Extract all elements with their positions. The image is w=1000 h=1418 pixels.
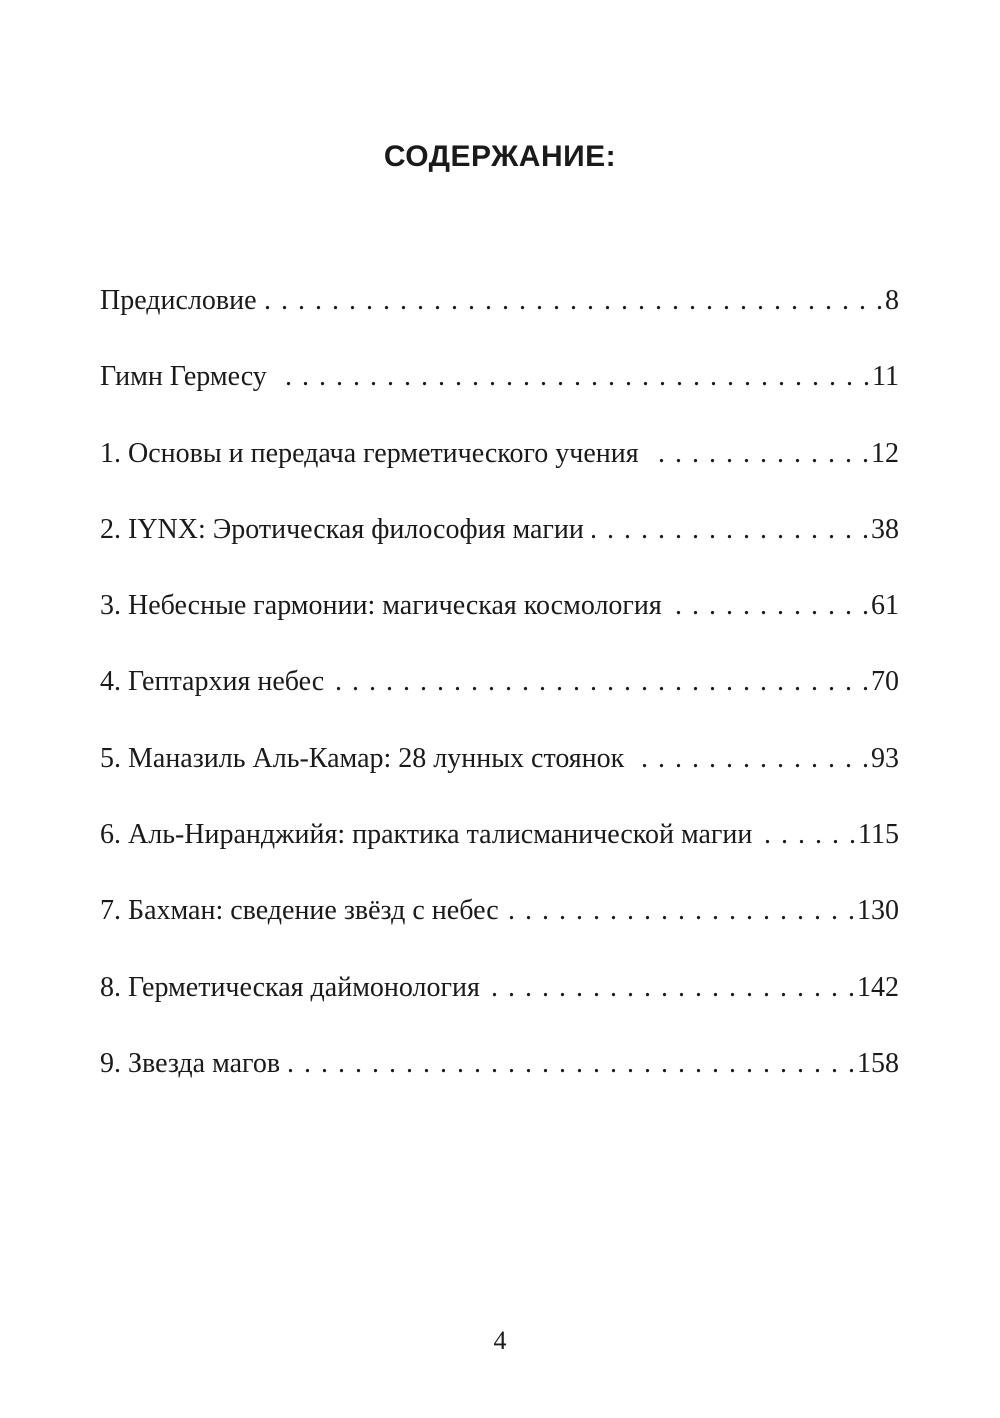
toc-entry-label: Предисловие	[100, 285, 257, 316]
dot-leader	[647, 438, 869, 470]
toc-entry-page: 93	[871, 742, 899, 774]
toc-entry-page: 61	[871, 590, 899, 622]
toc-entry[interactable]	[100, 285, 899, 361]
dot-leader	[288, 1048, 855, 1080]
toc-entry-page: 142	[857, 971, 899, 1003]
toc-entry-label: 2. IYNX: Эротическая философия магии	[100, 513, 584, 545]
toc-entry[interactable]	[100, 819, 899, 895]
toc-entry[interactable]	[100, 743, 899, 819]
toc-entry-page: 12	[871, 437, 899, 469]
toc-entry-label: 8. Герметическая даймонология	[100, 971, 480, 1003]
page-number: 4	[493, 1326, 507, 1355]
toc-entry[interactable]	[100, 666, 899, 742]
toc-entry-label: 5. Маназиль Аль-Камар: 28 лунных стоянок	[100, 742, 625, 774]
toc-entry[interactable]	[100, 514, 899, 590]
toc-entry-page: 8	[885, 285, 899, 316]
toc-entry-label: Гимн Гермесу	[100, 361, 267, 393]
table-of-contents	[100, 285, 899, 1124]
dot-leader	[670, 590, 869, 622]
toc-entry-label: 6. Аль-Ниранджийя: практика талисманической магии	[100, 819, 753, 851]
toc-entry-label: 1. Основы и передача герметического учения	[100, 437, 639, 469]
dot-leader	[507, 895, 855, 927]
toc-entry-page: 70	[871, 666, 899, 698]
toc-entry-page: 115	[858, 819, 899, 851]
toc-entry[interactable]	[100, 972, 899, 1048]
toc-entry[interactable]	[100, 438, 899, 514]
toc-entry[interactable]	[100, 590, 899, 666]
toc-entry-page: 130	[857, 895, 899, 927]
toc-entry-page: 11	[872, 361, 899, 393]
toc-entry-label: 3. Небесные гармонии: магическая космология	[100, 590, 662, 622]
toc-entry-page: 158	[857, 1047, 899, 1079]
toc-entry-label: 4. Гептархия небес	[100, 666, 325, 698]
dot-leader	[632, 743, 869, 775]
dot-leader	[332, 666, 869, 698]
dot-leader	[265, 285, 883, 317]
toc-entry-label: 9. Звезда магов	[100, 1047, 281, 1079]
dot-leader	[592, 514, 869, 546]
toc-entry[interactable]	[100, 361, 899, 437]
dot-leader	[760, 819, 856, 851]
toc-entry-page: 38	[871, 513, 899, 545]
toc-entry[interactable]	[100, 1048, 899, 1124]
toc-entry[interactable]	[100, 895, 899, 971]
page-title: СОДЕРЖАНИЕ:	[383, 140, 617, 173]
dot-leader	[488, 972, 855, 1004]
dot-leader	[275, 361, 870, 393]
toc-entry-label: 7. Бахман: сведение звёзд с небес	[100, 895, 499, 927]
